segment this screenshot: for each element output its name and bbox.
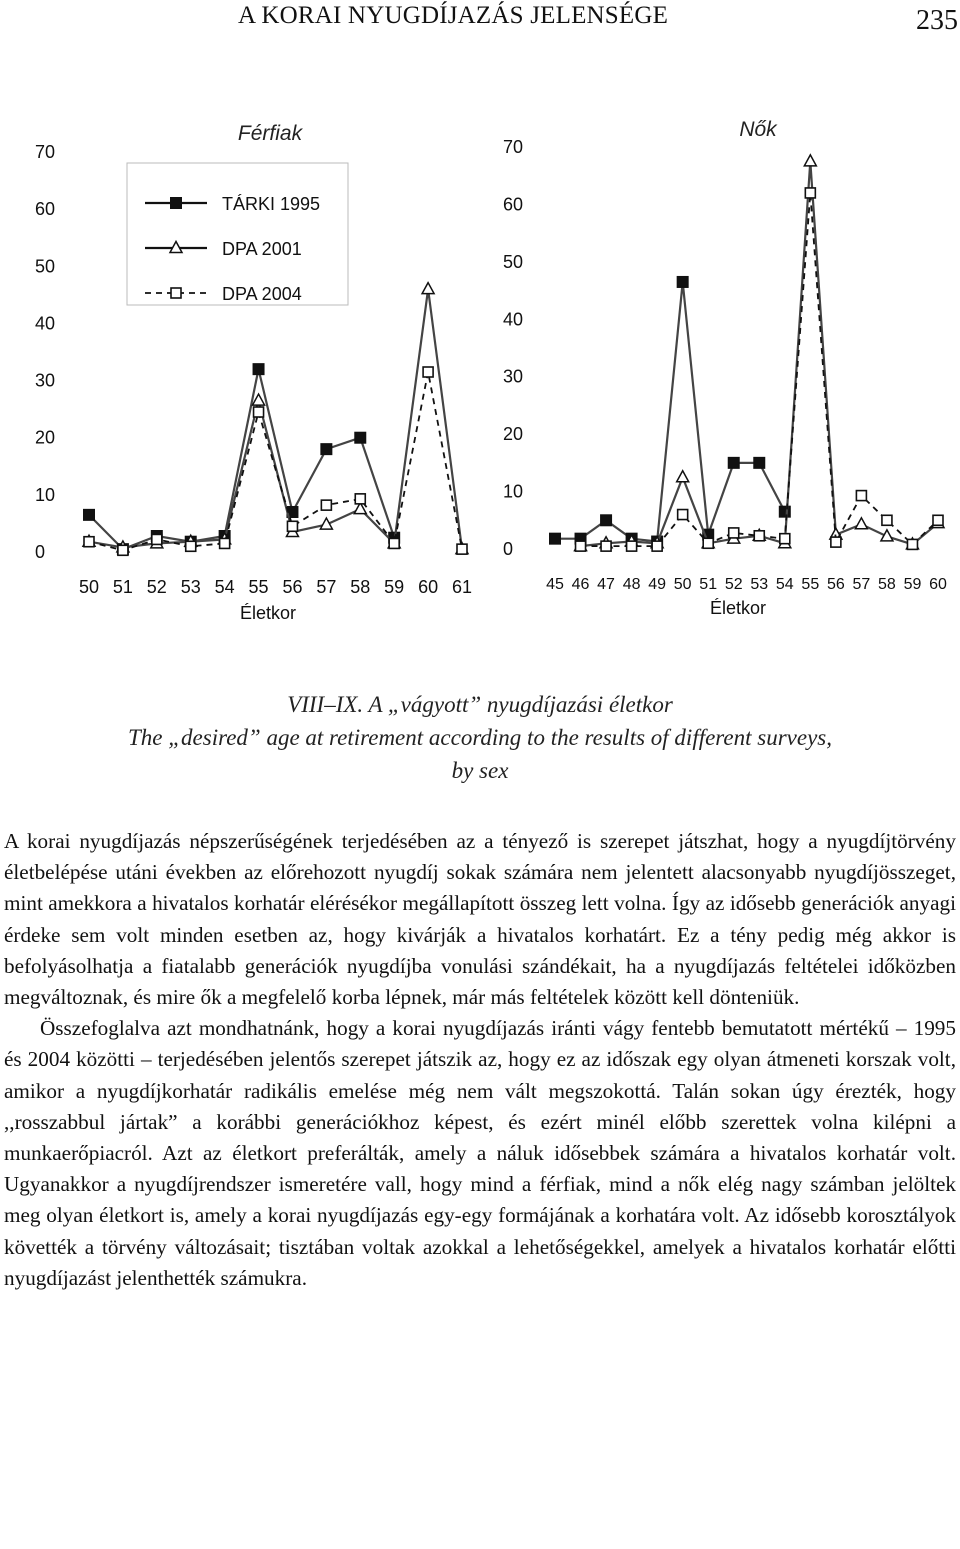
caption-title-en: The „desired” age at retirement according to the results of different surveys,	[128, 725, 832, 750]
men-data-point	[84, 509, 95, 520]
women-data-point	[678, 510, 688, 520]
men-data-point	[321, 500, 331, 510]
women-data-point	[550, 533, 561, 544]
women-data-point	[779, 506, 790, 517]
body-text	[4, 826, 956, 1294]
men-data-point	[118, 545, 128, 555]
women-data-point	[754, 531, 764, 541]
men-xtick-label: 59	[384, 577, 405, 597]
paragraph-2: Összefoglalva azt mondhatnánk, hogy a korai nyugdíjazás iránti vágy fentebb bemutatott mértékű – 1995 és 2004 közötti – terjedésében jelentős szerepet játszik az, hogy ez az időszak egy olyan átmeneti korszak volt, amikor a nyugdíjkorhatár radikális emelése még nem vált megszokottá. Talán sokan úgy érezték, hogy ,,rosszabbul jártak” a korábbi generációkhoz képest, és ezért minél előbb szerettek volna kilépni a munkaerőpiacról. Azt az életkort preferálták, amely a náluk idősebbek számára a hivatalos korhatár volt. Ugyanakkor a nyugdíjrendszer ismeretére vall, hogy mind a férfiak, mind a nők elég nagy számban jelöltek meg olyan életkort is, amely a korai nyugdíjazás egy-egy formájának a korhatára volt. Az idősebb korosztályok követték a törvény változásait; tisztában voltak azokkal a lehetőségekkel, amelyek a hivatalos korhatár előtti nyugdíjazást jelenthették számukra.	[4, 1016, 956, 1290]
women-data-point	[754, 457, 765, 468]
men-xtick-label: 56	[282, 577, 303, 597]
women-data-point	[677, 276, 688, 287]
legend-marker	[171, 288, 181, 298]
men-data-point	[389, 538, 399, 548]
men-xtick-label: 55	[248, 577, 269, 597]
women-ytick-label: 20	[503, 424, 524, 445]
figure-caption	[0, 688, 960, 787]
women-ytick-label: 40	[503, 309, 524, 330]
men-data-point	[355, 432, 366, 443]
men-xtick-label: 61	[451, 577, 473, 597]
caption-title-hu: VIII–IX. A „vágyott” nyugdíjazási életkor	[287, 692, 673, 717]
running-title: A KORAI NYUGDÍJAZÁS JELENSÉGE	[238, 2, 669, 29]
women-data-point	[576, 541, 586, 551]
women-xtick-label: 53	[750, 576, 769, 593]
men-data-point	[422, 283, 434, 294]
page-header	[0, 0, 960, 50]
women-ytick-label: 50	[503, 251, 524, 272]
women-ytick-label: 30	[503, 366, 524, 387]
women-ytick-label: 10	[503, 481, 524, 502]
women-xtick-label: 55	[801, 576, 820, 593]
women-data-point	[703, 538, 713, 548]
women-data-point	[856, 491, 866, 501]
men-xtick-label: 53	[180, 577, 201, 597]
women-xtick-label: 51	[699, 576, 718, 593]
chart-women	[490, 100, 960, 630]
men-series-1	[83, 283, 468, 554]
men-xtick-label: 51	[112, 577, 133, 597]
women-data-point	[677, 471, 689, 482]
men-xtick-label: 54	[214, 577, 235, 597]
women-xtick-label: 48	[622, 576, 641, 593]
women-data-point	[652, 541, 662, 551]
women-xtick-label: 60	[929, 576, 947, 593]
men-ytick-label: 50	[35, 256, 56, 277]
men-series-0	[84, 364, 400, 555]
women-data-point	[831, 537, 841, 547]
women-series-1	[575, 155, 944, 551]
men-data-point	[253, 364, 264, 375]
men-data-point	[152, 534, 162, 544]
women-xtick-label: 45	[546, 576, 564, 593]
men-data-point	[423, 367, 433, 377]
legend-label: DPA 2001	[222, 239, 302, 259]
men-data-point	[220, 538, 230, 548]
women-data-point	[627, 541, 637, 551]
men-xtick-label: 50	[78, 577, 100, 597]
women-xtick-label: 59	[903, 576, 922, 593]
men-series-line	[89, 289, 462, 549]
women-xtick-label: 47	[597, 576, 615, 593]
women-series-line	[581, 161, 939, 546]
legend-label: TÁRKI 1995	[222, 194, 321, 214]
men-series-2	[84, 367, 467, 555]
women-xtick-label: 46	[571, 576, 590, 593]
men-ytick-label: 10	[35, 484, 56, 505]
men-ytick-label: 40	[35, 313, 56, 334]
women-xtick-label: 56	[826, 576, 845, 593]
paragraph-1: A korai nyugdíjazás népszerűségének terjedésében az a tényező is szerepet játszhat, hogy a nyugdíjtörvény életbelépése utáni években az előrehozott nyugdíj sokak számára nem jelentett alacsonyabb nyugdíjösszeget, mint amekkora a hivatalos korhatár elérésékor megállapított összeg lett volna. Így az idősebb generációk anyagi érdeke sem volt minden esetben az, hogy kivárják a hivatalos korhatárt. Ez a tény pedig még akkor is befolyásolhatja a fiatalabb generációk nyugdíjba vonulási szándékait, ha a nyugdíjazás feltételei időközben megváltoznak, és mire ők a megfelelő korba lépnek, már más feltételek között kell dönteniük.	[4, 829, 956, 1010]
women-title: Nők	[739, 118, 777, 141]
men-data-point	[287, 521, 297, 531]
women-xtick-label: 50	[673, 576, 692, 593]
men-data-point	[457, 544, 467, 554]
women-data-point	[601, 541, 611, 551]
men-xtick-label: 52	[146, 577, 167, 597]
chart-men	[0, 100, 480, 630]
chart-legend	[127, 163, 348, 305]
women-ytick-label: 60	[503, 194, 524, 215]
men-xtick-label: 57	[316, 577, 337, 597]
women-xtick-label: 49	[648, 576, 667, 593]
women-series-line	[581, 193, 939, 546]
men-data-point	[355, 494, 365, 504]
men-ytick-label: 60	[35, 199, 56, 220]
men-data-point	[84, 537, 94, 547]
men-x-axis-label: Életkor	[239, 603, 297, 623]
men-ytick-label: 0	[35, 542, 46, 562]
women-data-point	[907, 539, 917, 549]
men-ytick-label: 30	[35, 370, 56, 391]
women-series-2	[576, 188, 943, 551]
women-data-point	[855, 518, 867, 529]
men-data-point	[253, 394, 265, 405]
women-xtick-label: 58	[878, 576, 896, 593]
men-series-line	[89, 369, 394, 549]
men-ytick-label: 70	[35, 142, 56, 162]
women-data-point	[780, 534, 790, 544]
men-xtick-label: 58	[350, 577, 371, 597]
women-data-point	[729, 528, 739, 538]
page-number: 235	[916, 5, 958, 36]
women-data-point	[728, 457, 739, 468]
women-data-point	[933, 515, 943, 525]
men-data-point	[321, 444, 332, 455]
legend-label: DPA 2004	[222, 284, 302, 304]
women-xtick-label: 52	[724, 576, 743, 593]
caption-title-en-cont: by sex	[451, 758, 509, 783]
women-ytick-label: 70	[503, 137, 524, 157]
women-data-point	[804, 155, 816, 166]
women-series-line	[555, 282, 785, 542]
men-data-point	[186, 541, 196, 551]
women-data-point	[882, 515, 892, 525]
women-data-point	[601, 515, 612, 526]
women-ytick-label: 0	[503, 539, 514, 559]
women-xtick-label: 54	[775, 576, 794, 593]
women-x-axis-label: Életkor	[709, 598, 767, 618]
women-xtick-label: 57	[852, 576, 871, 593]
men-data-point	[254, 407, 264, 417]
men-title: Férfiak	[237, 122, 303, 145]
women-data-point	[805, 188, 815, 198]
women-series-0	[550, 276, 791, 547]
men-xtick-label: 60	[418, 577, 439, 597]
men-ytick-label: 20	[35, 427, 56, 448]
legend-marker	[171, 198, 182, 209]
